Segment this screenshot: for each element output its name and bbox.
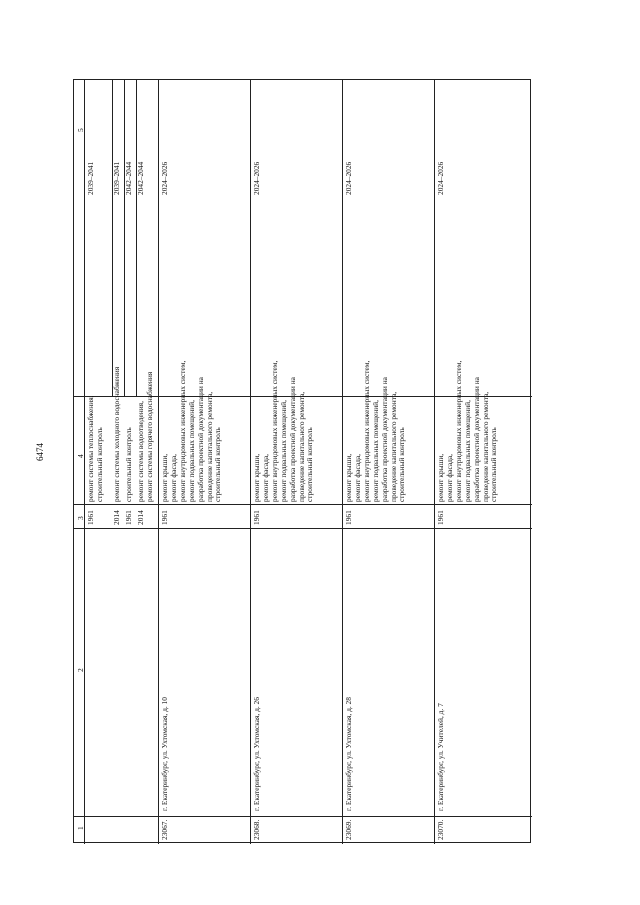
cont-work-1: ремонт системы теплоснабжения, строительный контроль xyxy=(86,395,104,502)
cont-year-1: 1961 xyxy=(86,510,95,525)
row-work-list: ремонт крыши, ремонт фасада, ремонт внутридомовых инженерных систем, ремонт подвальных помещений, разработка проектной документации на проведение капитального ремонта, строительный контроль xyxy=(344,360,407,502)
header-col-2: 2 xyxy=(76,668,85,672)
sub-row-divider xyxy=(136,80,137,396)
row-year: 1961 xyxy=(344,510,353,525)
row-address: г. Екатеринбург, ул. Ухтомская, д. 26 xyxy=(252,697,261,811)
row-number: 23069. xyxy=(344,819,353,840)
header-col-5: 5 xyxy=(76,128,85,132)
cont-year-4: 2014 xyxy=(136,510,145,525)
cont-year-3: 1961 xyxy=(124,510,133,525)
row-year: 1961 xyxy=(436,510,445,525)
row-work-list: ремонт крыши, ремонт фасада, ремонт внутридомовых инженерных систем, ремонт подвальных помещений, разработка проектной документации на проведение капитального ремонта, строительный контроль xyxy=(252,360,315,502)
row-work-list: ремонт крыши, ремонт фасада, ремонт внутридомовых инженерных систем, ремонт подвальных помещений, разработка проектной документации на проведение капитального ремонта, строительный контроль xyxy=(160,360,223,502)
cont-period-3: 2042–2044 xyxy=(124,161,133,195)
row-period: 2024–2026 xyxy=(344,161,353,195)
header-col-4: 4 xyxy=(76,454,85,458)
row-number: 23068. xyxy=(252,819,261,840)
row-address: г. Екатеринбург, ул. Ухтомская, д. 10 xyxy=(160,697,169,811)
row-address: г. Екатеринбург, ул. Учителей, д. 7 xyxy=(436,703,445,811)
row-divider xyxy=(250,80,251,844)
header-col-3: 3 xyxy=(76,516,85,520)
cont-period-1: 2039–2041 xyxy=(86,161,95,195)
cont-period-2: 2039–2041 xyxy=(112,161,121,195)
column-divider xyxy=(74,504,532,505)
row-period: 2024–2026 xyxy=(252,161,261,195)
cont-work-2: ремонт системы холодного водоснабжения xyxy=(112,366,121,502)
header-row-divider xyxy=(84,80,85,844)
row-period: 2024–2026 xyxy=(436,161,445,195)
row-period: 2024–2026 xyxy=(160,161,169,195)
cont-year-2: 2014 xyxy=(112,510,121,525)
header-col-1: 1 xyxy=(76,826,85,830)
row-divider xyxy=(342,80,343,844)
cont-work-3: строительный контроль xyxy=(124,427,133,502)
cont-period-4: 2042–2044 xyxy=(136,161,145,195)
row-year: 1961 xyxy=(252,510,261,525)
repair-schedule-table xyxy=(73,79,531,843)
page-number: 6474 xyxy=(35,443,45,461)
row-divider xyxy=(158,80,159,844)
column-divider xyxy=(74,816,532,817)
row-divider xyxy=(434,80,435,844)
row-year: 1961 xyxy=(160,510,169,525)
row-number: 23070. xyxy=(436,819,445,840)
row-number: 23067. xyxy=(160,819,169,840)
sub-row-divider xyxy=(112,80,113,396)
column-divider xyxy=(74,528,532,529)
row-work-list: ремонт крыши, ремонт фасада, ремонт внутридомовых инженерных систем, ремонт подвальных помещений, разработка проектной документации на проведение капитального ремонта, строительный контроль xyxy=(436,360,499,502)
row-address: г. Екатеринбург, ул. Ухтомская, д. 28 xyxy=(344,697,353,811)
cont-work-4: ремонт системы водоотведения, ремонт системы горячего водоснабжения xyxy=(136,371,154,502)
sub-row-divider xyxy=(124,80,125,396)
